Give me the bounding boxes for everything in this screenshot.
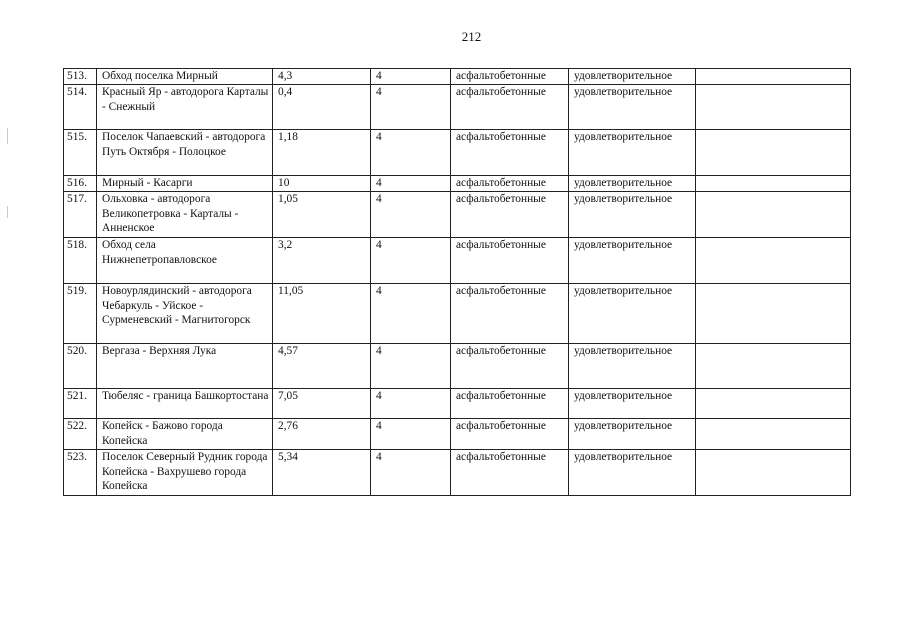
road-name-cell: Копейск - Бажово города Копейска bbox=[97, 419, 273, 450]
road-condition-cell: удовлетворительное bbox=[569, 284, 696, 344]
road-condition-cell: удовлетворительное bbox=[569, 389, 696, 419]
road-surface-cell: асфальтобетонные bbox=[451, 238, 569, 284]
row-number-cell: 514. bbox=[64, 85, 97, 130]
table-row bbox=[64, 238, 851, 284]
road-length-cell: 1,05 bbox=[273, 192, 371, 238]
row-number-cell: 516. bbox=[64, 176, 97, 192]
table-row bbox=[64, 389, 851, 419]
road-note-cell bbox=[696, 450, 851, 496]
road-condition-cell: удовлетворительное bbox=[569, 344, 696, 389]
row-number-cell: 520. bbox=[64, 344, 97, 389]
table-row bbox=[64, 284, 851, 344]
road-category-cell: 4 bbox=[371, 419, 451, 450]
road-note-cell bbox=[696, 176, 851, 192]
road-condition-cell: удовлетворительное bbox=[569, 192, 696, 238]
road-surface-cell: асфальтобетонные bbox=[451, 419, 569, 450]
table-row bbox=[64, 130, 851, 176]
table-row bbox=[64, 419, 851, 450]
road-note-cell bbox=[696, 284, 851, 344]
road-name-cell: Поселок Северный Рудник города Копейска - Вахрушево города Копейска bbox=[97, 450, 273, 496]
road-name-cell: Обход поселка Мирный bbox=[97, 69, 273, 85]
road-name-cell: Поселок Чапаевский - автодорога Путь Октября - Полоцкое bbox=[97, 130, 273, 176]
road-length-cell: 5,34 bbox=[273, 450, 371, 496]
road-condition-cell: удовлетворительное bbox=[569, 130, 696, 176]
road-condition-cell: удовлетворительное bbox=[569, 450, 696, 496]
road-surface-cell: асфальтобетонные bbox=[451, 130, 569, 176]
road-category-cell: 4 bbox=[371, 450, 451, 496]
road-length-cell: 4,3 bbox=[273, 69, 371, 85]
road-length-cell: 11,05 bbox=[273, 284, 371, 344]
road-name-cell: Тюбеляс - граница Башкортостана bbox=[97, 389, 273, 419]
row-number-cell: 518. bbox=[64, 238, 97, 284]
road-category-cell: 4 bbox=[371, 284, 451, 344]
row-number-cell: 523. bbox=[64, 450, 97, 496]
road-note-cell bbox=[696, 344, 851, 389]
row-number-cell: 522. bbox=[64, 419, 97, 450]
road-length-cell: 10 bbox=[273, 176, 371, 192]
road-category-cell: 4 bbox=[371, 238, 451, 284]
road-condition-cell: удовлетворительное bbox=[569, 85, 696, 130]
row-number-cell: 513. bbox=[64, 69, 97, 85]
road-category-cell: 4 bbox=[371, 389, 451, 419]
road-length-cell: 2,76 bbox=[273, 419, 371, 450]
row-number-cell: 521. bbox=[64, 389, 97, 419]
road-category-cell: 4 bbox=[371, 176, 451, 192]
road-note-cell bbox=[696, 419, 851, 450]
table-row bbox=[64, 69, 851, 85]
road-note-cell bbox=[696, 130, 851, 176]
road-category-cell: 4 bbox=[371, 69, 451, 85]
road-surface-cell: асфальтобетонные bbox=[451, 192, 569, 238]
road-length-cell: 3,2 bbox=[273, 238, 371, 284]
page-number: 212 bbox=[461, 29, 482, 44]
road-name-cell: Ольховка - автодорога Великопетровка - Карталы - Анненское bbox=[97, 192, 273, 238]
road-length-cell: 7,05 bbox=[273, 389, 371, 419]
road-length-cell: 1,18 bbox=[273, 130, 371, 176]
road-name-cell: Вергаза - Верхняя Лука bbox=[97, 344, 273, 389]
road-note-cell bbox=[696, 238, 851, 284]
road-category-cell: 4 bbox=[371, 192, 451, 238]
table-row bbox=[64, 192, 851, 238]
road-condition-cell: удовлетворительное bbox=[569, 69, 696, 85]
road-surface-cell: асфальтобетонные bbox=[451, 344, 569, 389]
row-number-cell: 517. bbox=[64, 192, 97, 238]
scan-edge-mark bbox=[7, 128, 8, 144]
road-category-cell: 4 bbox=[371, 344, 451, 389]
road-surface-cell: асфальтобетонные bbox=[451, 85, 569, 130]
roads-table bbox=[63, 68, 851, 496]
table-row bbox=[64, 85, 851, 130]
road-surface-cell: асфальтобетонные bbox=[451, 69, 569, 85]
road-category-cell: 4 bbox=[371, 85, 451, 130]
road-surface-cell: асфальтобетонные bbox=[451, 284, 569, 344]
road-name-cell: Мирный - Касарги bbox=[97, 176, 273, 192]
road-condition-cell: удовлетворительное bbox=[569, 419, 696, 450]
road-condition-cell: удовлетворительное bbox=[569, 238, 696, 284]
road-note-cell bbox=[696, 389, 851, 419]
table-row bbox=[64, 450, 851, 496]
table-row bbox=[64, 176, 851, 192]
road-name-cell: Красный Яр - автодорога Карталы - Снежный bbox=[97, 85, 273, 130]
road-name-cell: Обход села Нижнепетропавловское bbox=[97, 238, 273, 284]
road-surface-cell: асфальтобетонные bbox=[451, 389, 569, 419]
row-number-cell: 515. bbox=[64, 130, 97, 176]
road-length-cell: 4,57 bbox=[273, 344, 371, 389]
road-length-cell: 0,4 bbox=[273, 85, 371, 130]
road-note-cell bbox=[696, 85, 851, 130]
road-surface-cell: асфальтобетонные bbox=[451, 450, 569, 496]
table-row bbox=[64, 344, 851, 389]
road-surface-cell: асфальтобетонные bbox=[451, 176, 569, 192]
road-category-cell: 4 bbox=[371, 130, 451, 176]
road-note-cell bbox=[696, 69, 851, 85]
road-name-cell: Новоурлядинский - автодорога Чебаркуль - Уйское - Сурменевский - Магнитогорск bbox=[97, 284, 273, 344]
scan-edge-mark bbox=[7, 206, 8, 218]
road-note-cell bbox=[696, 192, 851, 238]
table-body bbox=[64, 69, 851, 496]
road-condition-cell: удовлетворительное bbox=[569, 176, 696, 192]
row-number-cell: 519. bbox=[64, 284, 97, 344]
